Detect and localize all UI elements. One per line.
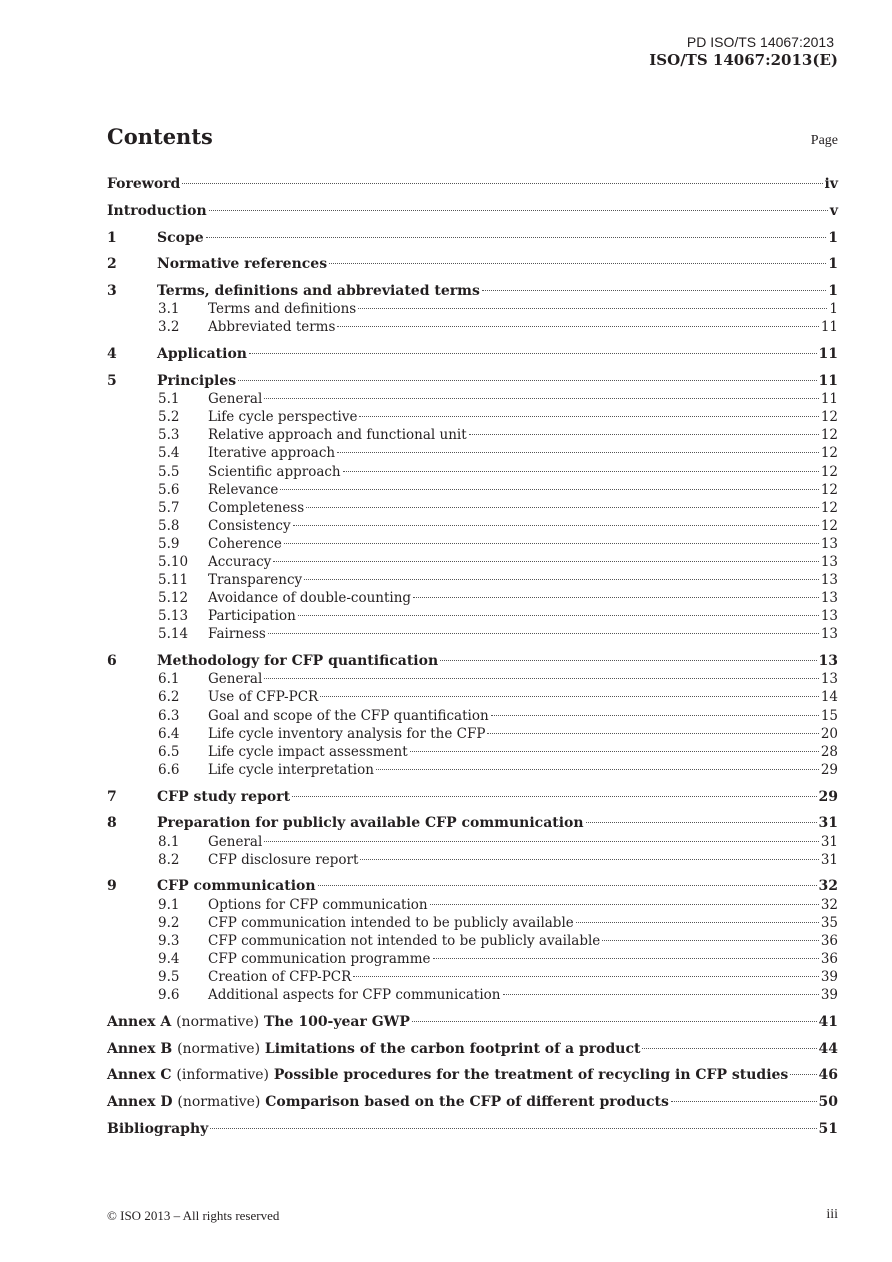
dot-leader xyxy=(359,415,818,417)
dot-leader xyxy=(298,614,819,616)
toc-entry-label xyxy=(107,1013,410,1031)
dot-leader xyxy=(337,451,819,453)
toc-page-number: 12 xyxy=(820,500,838,516)
toc-page-number: 32 xyxy=(820,897,838,913)
toc-entry-label: Avoidance of double-counting xyxy=(208,590,412,606)
toc-entry[interactable] xyxy=(158,481,838,499)
toc-entry-number: 5.6 xyxy=(158,482,180,498)
toc-entry-label: Fairness xyxy=(208,626,266,642)
toc-entry-number: 5.5 xyxy=(158,464,180,480)
dot-leader xyxy=(304,578,819,580)
toc-entry[interactable] xyxy=(158,896,838,914)
toc-entry[interactable] xyxy=(107,282,838,300)
dot-leader xyxy=(482,289,826,291)
toc-entry[interactable] xyxy=(158,725,838,743)
dot-leader xyxy=(343,470,819,472)
dot-leader xyxy=(440,659,816,661)
dot-leader xyxy=(671,1100,817,1102)
toc-entry-label: Additional aspects for CFP communication xyxy=(208,987,501,1003)
toc-entry-label: Completeness xyxy=(208,500,305,516)
toc-entry-label: Terms and definitions xyxy=(208,301,357,317)
toc-entry[interactable] xyxy=(107,372,838,390)
toc-entry[interactable] xyxy=(107,877,838,895)
toc-entry-label: Scope xyxy=(157,230,204,246)
dot-leader xyxy=(264,397,819,399)
toc-entry[interactable] xyxy=(107,1040,838,1058)
toc-page-number: 35 xyxy=(820,915,838,931)
dot-leader xyxy=(320,695,819,697)
toc-entry-label: Abbreviated terms xyxy=(208,319,336,335)
toc-entry[interactable] xyxy=(158,607,838,625)
toc-entry-label: CFP communication xyxy=(157,878,316,894)
toc-entry-number: 9 xyxy=(107,878,117,894)
dot-leader xyxy=(273,560,819,562)
toc-page-number: 13 xyxy=(820,536,838,552)
dot-leader xyxy=(353,975,819,977)
toc-entry-number: 9.2 xyxy=(158,915,180,931)
dot-leader xyxy=(487,732,818,734)
page-number: iii xyxy=(826,1207,838,1222)
toc-entry[interactable] xyxy=(158,444,838,462)
toc-entry[interactable] xyxy=(158,761,838,779)
toc-page-number: 1 xyxy=(829,301,838,317)
toc-entry[interactable] xyxy=(158,851,838,869)
toc-entry-number: 5.4 xyxy=(158,445,180,461)
toc-entry-label: Iterative approach xyxy=(208,445,336,461)
toc-entry[interactable] xyxy=(107,175,838,193)
dot-leader xyxy=(469,433,819,435)
toc-entry-number: 6.6 xyxy=(158,762,180,778)
dot-leader xyxy=(412,1020,817,1022)
toc-entry[interactable] xyxy=(107,652,838,670)
toc-entry-label: CFP communication not intended to be publicly available xyxy=(208,933,601,949)
dot-leader xyxy=(576,921,819,923)
toc-entry-number: 6.4 xyxy=(158,726,180,742)
toc-page-number: 14 xyxy=(820,689,838,705)
page-title: Contents xyxy=(107,124,213,149)
toc-page-number: iv xyxy=(824,176,838,192)
toc-entry-label: Life cycle interpretation xyxy=(208,762,374,778)
toc-entry-number: 8.1 xyxy=(158,834,180,850)
toc-entry-number: 6.1 xyxy=(158,671,180,687)
toc-entry-label: Introduction xyxy=(107,203,207,219)
annex-label: Annex B xyxy=(107,1041,173,1057)
dot-leader xyxy=(586,821,817,823)
toc-page-number: 39 xyxy=(820,969,838,985)
dot-leader xyxy=(433,957,819,959)
toc-entry-label: Transparency xyxy=(208,572,303,588)
toc-page-number: 12 xyxy=(820,482,838,498)
toc-page-number: 12 xyxy=(820,409,838,425)
toc-page-number: 44 xyxy=(818,1041,838,1057)
toc-entry-label: Relevance xyxy=(208,482,279,498)
toc-page-number: 32 xyxy=(818,878,838,894)
toc-page-number: 51 xyxy=(818,1121,838,1137)
toc-page-number: 13 xyxy=(818,653,838,669)
dot-leader xyxy=(264,840,819,842)
dot-leader xyxy=(602,939,819,941)
toc-entry-label xyxy=(107,1066,788,1084)
toc-entry-number: 5.8 xyxy=(158,518,180,534)
toc-entry-label: CFP study report xyxy=(157,789,291,805)
annex-title: Comparison based on the CFP of different products xyxy=(265,1094,669,1110)
annex-title: Limitations of the carbon footprint of a product xyxy=(264,1041,641,1057)
toc-page-number: 20 xyxy=(820,726,838,742)
toc-entry[interactable] xyxy=(158,517,838,535)
toc-entry-number: 5.3 xyxy=(158,427,180,443)
toc-entry-label: Scientific approach xyxy=(208,464,341,480)
toc-entry-label: Options for CFP communication xyxy=(208,897,428,913)
toc-entry-label xyxy=(107,1040,640,1058)
toc-page-number: 13 xyxy=(820,590,838,606)
toc-entry-number: 6.2 xyxy=(158,689,180,705)
toc-entry-number: 6.5 xyxy=(158,744,180,760)
toc-entry[interactable] xyxy=(107,202,838,220)
toc-entry-label: Preparation for publicly available CFP communication xyxy=(157,815,584,831)
toc-entry-number: 1 xyxy=(107,230,117,246)
toc-page-number: 1 xyxy=(828,230,838,246)
toc-page-number: 28 xyxy=(820,744,838,760)
dot-leader xyxy=(238,379,816,381)
toc-page-number: 31 xyxy=(818,815,838,831)
toc-entry-number: 9.3 xyxy=(158,933,180,949)
dot-leader xyxy=(410,750,819,752)
toc-entry-label: Application xyxy=(157,346,247,362)
page-column-label: Page xyxy=(810,133,838,148)
dot-leader xyxy=(376,768,819,770)
toc-entry-label: Accuracy xyxy=(208,554,272,570)
dot-leader xyxy=(642,1047,816,1049)
toc-entry-number: 7 xyxy=(107,789,117,805)
dot-leader xyxy=(790,1073,816,1075)
toc-entry[interactable] xyxy=(107,1120,838,1138)
toc-entry-label: Foreword xyxy=(107,176,181,192)
toc-page-number: 29 xyxy=(818,789,838,805)
toc-page-number: 12 xyxy=(820,464,838,480)
toc-page-number: v xyxy=(829,203,838,219)
toc-entry-label: Coherence xyxy=(208,536,282,552)
annex-qualifier: (informative) xyxy=(176,1067,270,1083)
toc-entry-number: 5.13 xyxy=(158,608,189,624)
toc-entry-number: 9.4 xyxy=(158,951,180,967)
dot-leader xyxy=(209,209,828,211)
toc-entry-label: General xyxy=(208,671,263,687)
toc-entry-label: CFP communication programme xyxy=(208,951,431,967)
toc-entry-number: 5.11 xyxy=(158,572,189,588)
toc-entry-number: 5.1 xyxy=(158,391,180,407)
dot-leader xyxy=(430,903,819,905)
dot-leader xyxy=(249,352,817,354)
toc-entry[interactable] xyxy=(158,499,838,517)
toc-entry[interactable] xyxy=(158,589,838,607)
toc-entry[interactable] xyxy=(158,833,838,851)
toc-page-number: 31 xyxy=(820,852,838,868)
toc-entry[interactable] xyxy=(158,914,838,932)
toc-page-number: 11 xyxy=(820,319,838,335)
toc-entry-number: 6.3 xyxy=(158,708,180,724)
toc-entry-label xyxy=(107,1093,669,1111)
dot-leader xyxy=(337,325,818,327)
toc-entry-number: 3.1 xyxy=(158,301,180,317)
dot-leader xyxy=(413,596,819,598)
toc-entry-label: Methodology for CFP quantification xyxy=(157,653,439,669)
dot-leader xyxy=(306,506,819,508)
toc-entry-number: 2 xyxy=(107,256,117,272)
toc-page-number: 36 xyxy=(820,951,838,967)
toc-entry[interactable] xyxy=(158,707,838,725)
toc-entry[interactable] xyxy=(107,255,838,273)
toc-entry-label: Goal and scope of the CFP quantification xyxy=(208,708,489,724)
toc-entry-label: Relative approach and functional unit xyxy=(208,427,467,443)
toc-entry-number: 3.2 xyxy=(158,319,180,335)
toc-entry[interactable] xyxy=(158,535,838,553)
dot-leader xyxy=(293,524,819,526)
toc-entry-number: 5.10 xyxy=(158,554,189,570)
dot-leader xyxy=(268,632,819,634)
toc-entry-number: 5.12 xyxy=(158,590,189,606)
toc-entry-number: 3 xyxy=(107,283,117,299)
toc-page-number: 29 xyxy=(820,762,838,778)
toc-entry[interactable] xyxy=(158,950,838,968)
toc-entry-number: 9.6 xyxy=(158,987,180,1003)
dot-leader xyxy=(491,714,819,716)
copyright-notice: © ISO 2013 – All rights reserved xyxy=(107,1208,280,1223)
toc-page-number: 36 xyxy=(820,933,838,949)
toc-page-number: 13 xyxy=(820,626,838,642)
toc-entry-label: Bibliography xyxy=(107,1121,209,1137)
document-id-header: PD ISO/TS 14067:2013 xyxy=(686,34,834,50)
dot-leader xyxy=(358,307,827,309)
toc-page-number: 31 xyxy=(820,834,838,850)
toc-entry[interactable] xyxy=(158,670,838,688)
annex-qualifier: (normative) xyxy=(177,1041,261,1057)
toc-page-number: 46 xyxy=(818,1067,838,1083)
toc-entry[interactable] xyxy=(107,345,838,363)
toc-page-number: 50 xyxy=(818,1094,838,1110)
toc-page-number: 13 xyxy=(820,572,838,588)
toc-page-number: 13 xyxy=(820,671,838,687)
dot-leader xyxy=(318,884,817,886)
toc-entry[interactable] xyxy=(158,390,838,408)
toc-entry-label: Principles xyxy=(157,373,237,389)
toc-page-number: 11 xyxy=(818,373,838,389)
dot-leader xyxy=(206,236,827,238)
annex-title: Possible procedures for the treatment of recycling in CFP studies xyxy=(273,1067,789,1083)
annex-qualifier: (normative) xyxy=(177,1094,261,1110)
toc-entry-label: Terms, definitions and abbreviated terms xyxy=(157,283,480,299)
toc-entry-label: Creation of CFP-PCR xyxy=(208,969,352,985)
toc-entry[interactable] xyxy=(158,463,838,481)
toc-entry[interactable] xyxy=(158,571,838,589)
toc-entry[interactable] xyxy=(158,408,838,426)
dot-leader xyxy=(210,1127,816,1129)
toc-entry-number: 9.1 xyxy=(158,897,180,913)
toc-entry[interactable] xyxy=(158,986,838,1004)
toc-entry-number: 8.2 xyxy=(158,852,180,868)
annex-label: Annex A xyxy=(107,1014,172,1030)
toc-page-number: 39 xyxy=(820,987,838,1003)
toc-entry[interactable] xyxy=(158,426,838,444)
toc-entry-number: 5 xyxy=(107,373,117,389)
toc-page-number: 11 xyxy=(820,391,838,407)
toc-entry-number: 5.2 xyxy=(158,409,180,425)
toc-entry[interactable] xyxy=(107,788,838,806)
toc-entry[interactable] xyxy=(158,743,838,761)
dot-leader xyxy=(329,262,826,264)
toc-entry-label: Life cycle perspective xyxy=(208,409,358,425)
toc-entry[interactable] xyxy=(158,300,838,318)
toc-entry-label: Normative references xyxy=(157,256,328,272)
toc-entry[interactable] xyxy=(158,968,838,986)
toc-page-number: 13 xyxy=(820,608,838,624)
toc-entry-label: Life cycle impact assessment xyxy=(208,744,408,760)
toc-entry-label: Consistency xyxy=(208,518,291,534)
toc-entry-label: Life cycle inventory analysis for the CFP xyxy=(208,726,486,742)
document-id-header-bold: ISO/TS 14067:2013(E) xyxy=(649,51,838,69)
toc-entry[interactable] xyxy=(158,932,838,950)
toc-entry-label: Participation xyxy=(208,608,296,624)
toc-entry[interactable] xyxy=(158,318,838,336)
dot-leader xyxy=(280,488,818,490)
toc-entry-label: General xyxy=(208,391,263,407)
dot-leader xyxy=(182,182,822,184)
annex-title: The 100-year GWP xyxy=(263,1014,410,1030)
toc-page-number: 1 xyxy=(828,256,838,272)
dot-leader xyxy=(292,795,816,797)
toc-entry-label: CFP disclosure report xyxy=(208,852,359,868)
toc-entry-number: 4 xyxy=(107,346,117,362)
toc-entry[interactable] xyxy=(107,229,838,247)
annex-label: Annex D xyxy=(107,1094,173,1110)
toc-entry[interactable] xyxy=(107,1013,838,1031)
toc-entry-number: 6 xyxy=(107,653,117,669)
toc-page-number: 13 xyxy=(820,554,838,570)
toc-entry[interactable] xyxy=(158,553,838,571)
toc-entry[interactable] xyxy=(158,688,838,706)
toc-page-number: 12 xyxy=(820,427,838,443)
dot-leader xyxy=(360,858,818,860)
dot-leader xyxy=(264,677,819,679)
toc-entry[interactable] xyxy=(107,1093,838,1111)
toc-entry-label: Use of CFP-PCR xyxy=(208,689,319,705)
dot-leader xyxy=(503,993,819,995)
toc-page-number: 12 xyxy=(820,445,838,461)
toc-entry-number: 5.7 xyxy=(158,500,180,516)
toc-page-number: 15 xyxy=(820,708,838,724)
annex-qualifier: (normative) xyxy=(176,1014,260,1030)
toc-page-number: 11 xyxy=(818,346,838,362)
toc-page-number: 1 xyxy=(828,283,838,299)
dot-leader xyxy=(284,542,819,544)
toc-entry[interactable] xyxy=(107,1066,838,1084)
toc-entry[interactable] xyxy=(158,625,838,643)
toc-entry-label: CFP communication intended to be publicly available xyxy=(208,915,574,931)
toc-entry-number: 5.9 xyxy=(158,536,180,552)
toc-entry-label: General xyxy=(208,834,263,850)
toc-entry-number: 9.5 xyxy=(158,969,180,985)
toc-page-number: 41 xyxy=(818,1014,838,1030)
toc-page-number: 12 xyxy=(820,518,838,534)
toc-entry[interactable] xyxy=(107,814,838,832)
toc-entry-number: 5.14 xyxy=(158,626,189,642)
toc-entry-number: 8 xyxy=(107,815,117,831)
annex-label: Annex C xyxy=(107,1067,172,1083)
